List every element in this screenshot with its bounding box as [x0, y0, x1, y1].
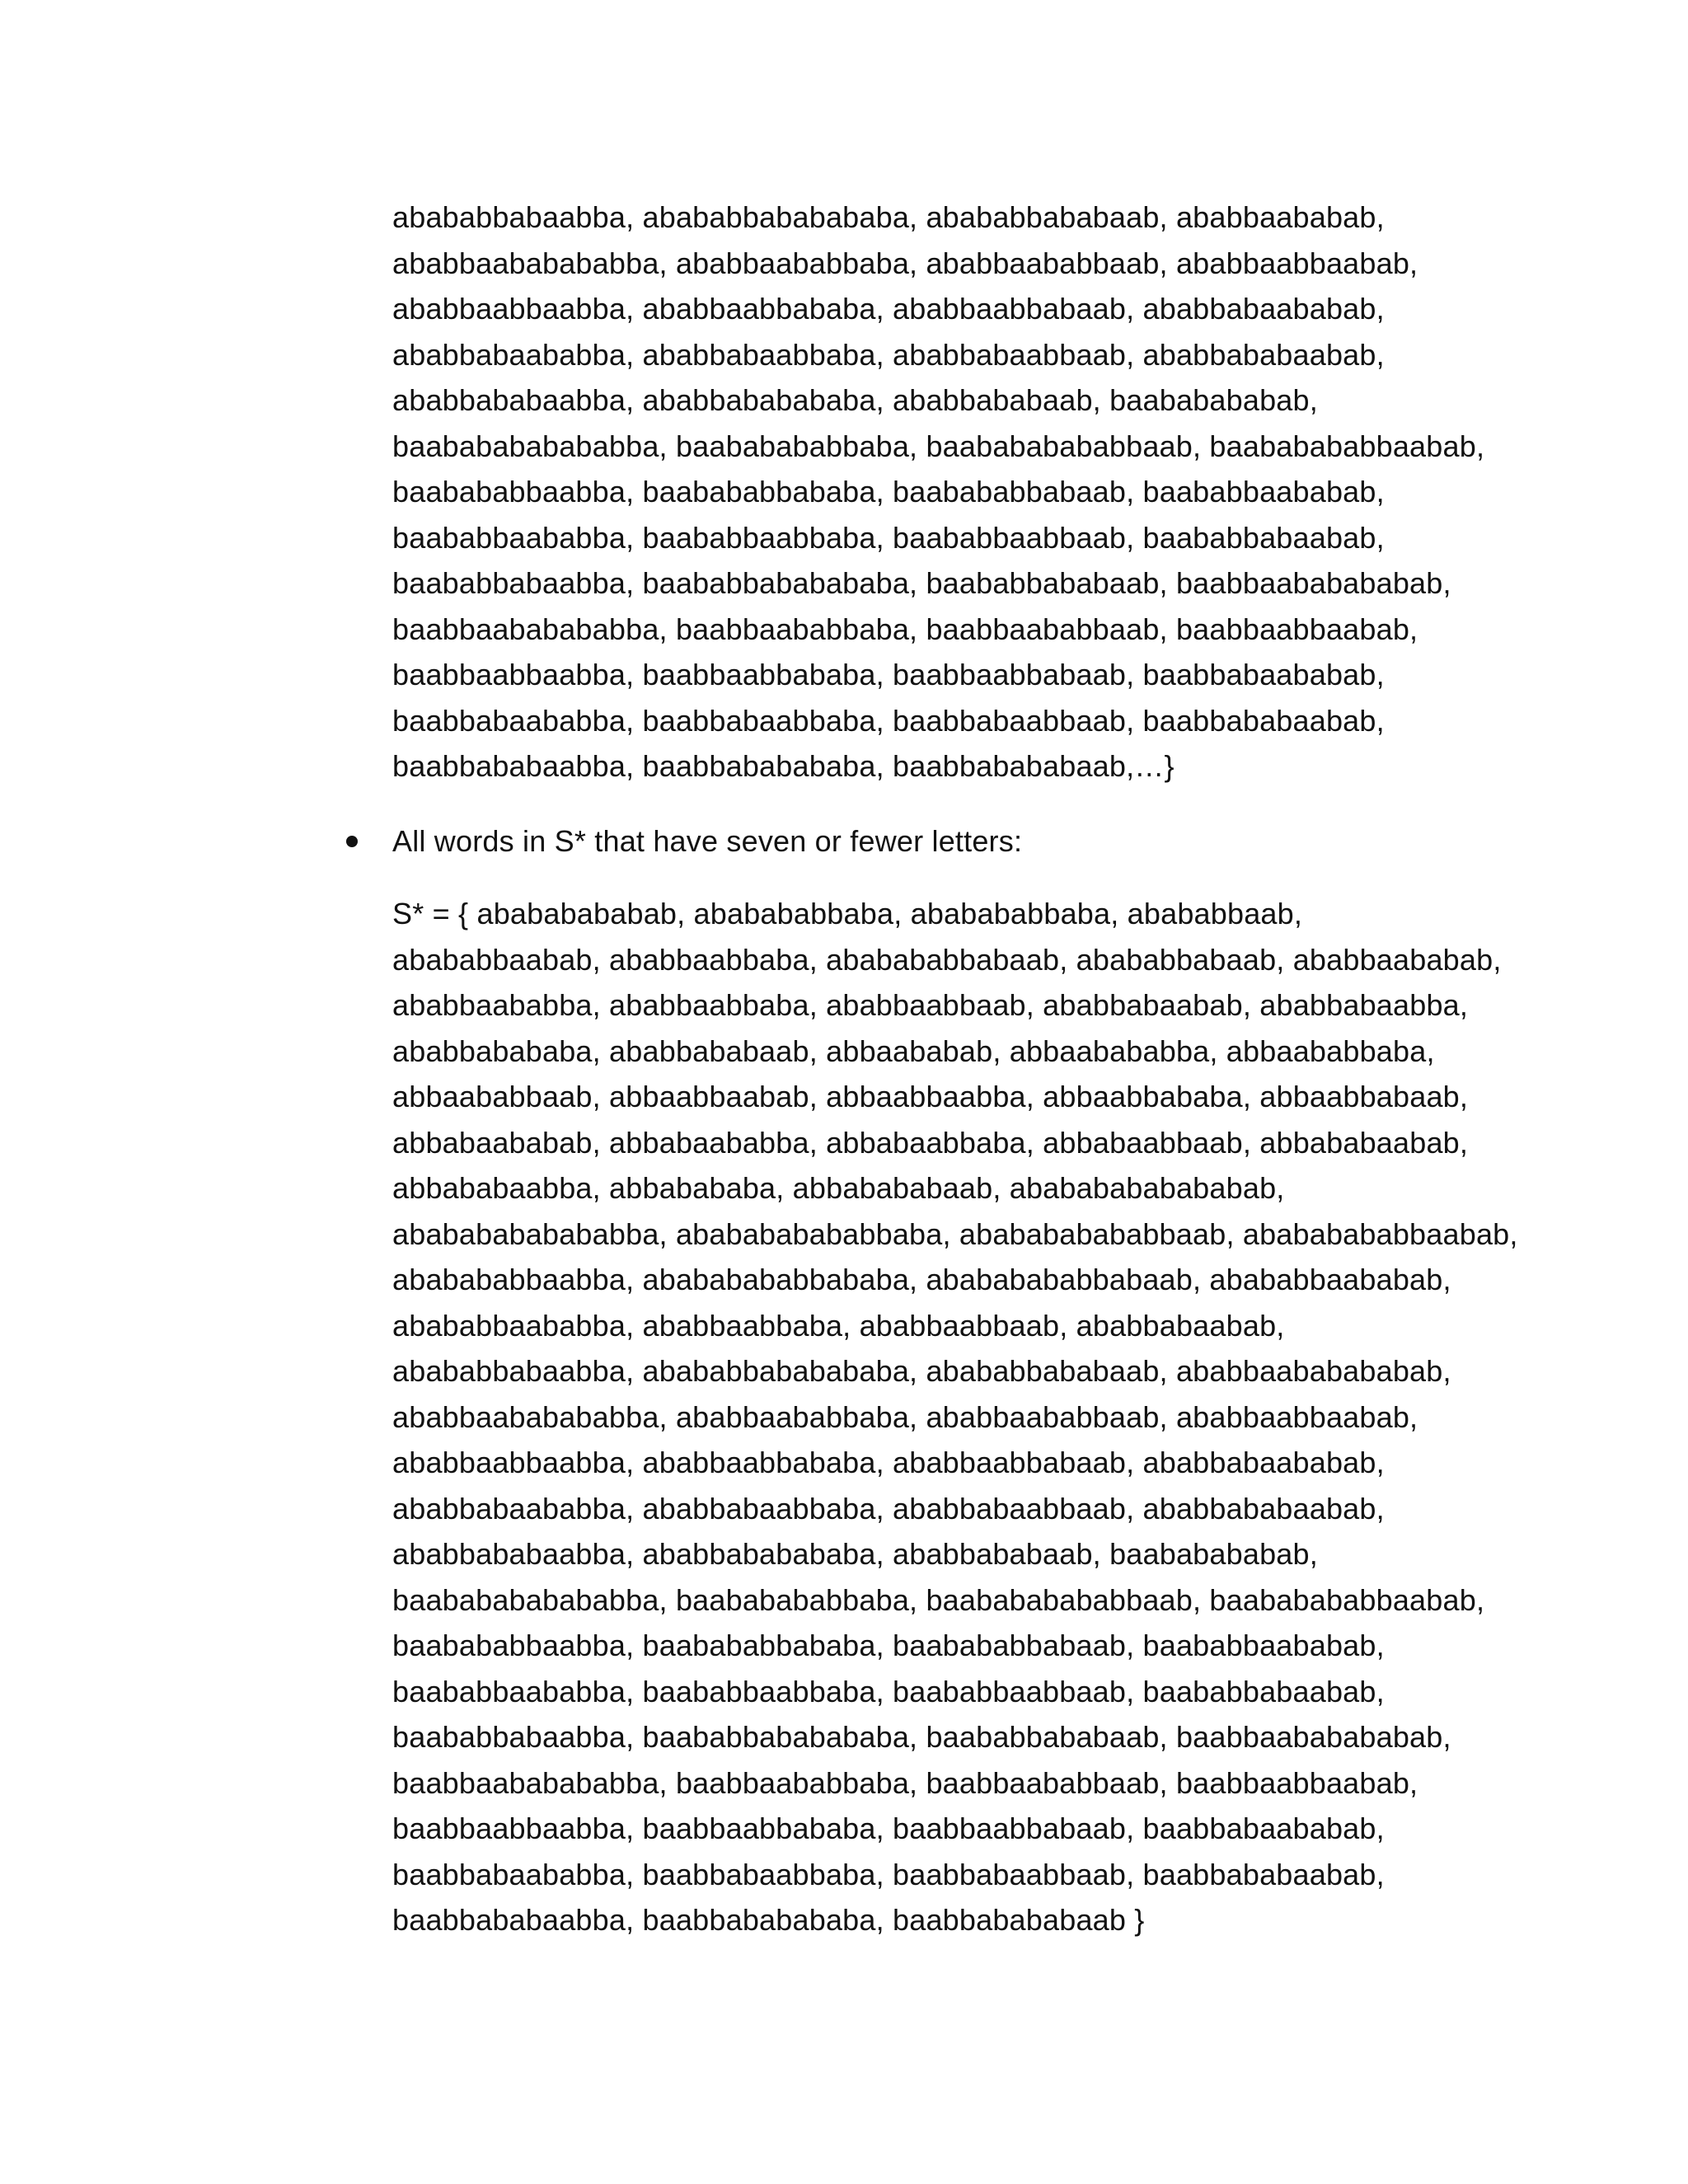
text-line: baababababababba, baababababbaba, baabababababbaab, baababababbaabab, [392, 1582, 1485, 1617]
text-line: ababbaabbaabba, ababbaabbababa, ababbaabbabaab, ababbabaababab, [392, 1446, 1385, 1479]
text-line: ababbabababa, ababbababaab, abbaababab, abbaabababba, abbaababbaba, [392, 1033, 1435, 1068]
text-line: ababababbaabba, abababababbababa, abababababbabaab, abababbaababab, [392, 1263, 1451, 1296]
bullet-text: All words in S* that have seven or fewer letters: [392, 824, 1023, 858]
text-line: ababbababaabba, ababbababababa, ababbababaab, baababababab, [392, 383, 1318, 417]
text-line: abababbabaabba, abababbababababa, abababbababaab, ababbaababab, [392, 200, 1385, 234]
text-line: ababbaabbaabba, ababbaabbababa, ababbaabbabaab, ababbabaababab, [392, 292, 1385, 326]
text-line: ababbabaababba, ababbabaabbaba, ababbabaabbaab, ababbababaabab, [392, 1491, 1385, 1526]
text-line: ababbaababba, ababbaabbaba, ababbaabbaab, ababbabaabab, ababbabaabba, [392, 988, 1469, 1022]
text-line: baabbaababababba, baabbaababbaba, baabbaababbaab, baabbaabbaabab, [392, 1765, 1418, 1800]
word-list-continuation [392, 194, 1530, 790]
text-line: baababbabaabba, baababbababababa, baababbababaab, baabbaababababab, [392, 1720, 1451, 1754]
text-line: baabbabaababba, baabbabaabbaba, baabbabaabbaab, baabbababaabab, [392, 703, 1385, 738]
text-line: baababbaababba, baababbaabbaba, baababbaabbaab, baababbabaabab, [392, 520, 1385, 555]
word-list-set [392, 891, 1530, 1943]
text-line: baabababbaabba, baabababbababa, baabababbabaab, baababbaababab, [392, 1629, 1385, 1662]
text-line: abbaababbaab, abbaabbaabab, abbaabbaabba, abbaabbababa, abbaabbabaab, [392, 1080, 1469, 1113]
text-line: abababababababba, ababababababbaba, ababababababbaab, abababababbaabab, [392, 1216, 1518, 1251]
text-line: S* = { abababababab, ababababbaba, ababababbaba, abababbaab, [392, 897, 1303, 930]
text-line: abbababaabba, abbabababa, abbabababaab, abababababababab, [392, 1171, 1285, 1205]
bullet-icon [346, 836, 358, 847]
text-line: baababababababba, baababababbaba, baabababababbaab, baababababbaabab, [392, 429, 1485, 463]
text-line: ababbaababababba, ababbaababbaba, ababbaababbaab, ababbaabbaabab, [392, 246, 1418, 280]
text-line: ababbaababababba, ababbaababbaba, ababbaababbaab, ababbaabbaabab, [392, 1399, 1418, 1434]
text-line: abbabaababab, abbabaababba, abbabaabbaba, abbabaabbaab, abbababaabab, [392, 1125, 1469, 1160]
text-line: baababbabaabba, baababbababababa, baababbababaab, baabbaababababab, [392, 566, 1451, 600]
text-line: abababbaababba, ababbaabbaba, ababbaabbaab, ababbabaabab, [392, 1308, 1285, 1343]
text-line: baabbababaabba, baabbababababa, baabbabababaab,…} [392, 749, 1175, 783]
text-line: ababbabaababba, ababbabaabbaba, ababbabaabbaab, ababbababaabab, [392, 337, 1385, 372]
text-line: abababbaabab, ababbaabbaba, ababababbabaab, abababbabaab, ababbaababab, [392, 942, 1502, 977]
text-line: baabbaabbaabba, baabbaabbababa, baabbaabbabaab, baabbabaababab, [392, 1811, 1385, 1845]
text-line: baabbaabbaabba, baabbaabbababa, baabbaabbabaab, baabbabaababab, [392, 658, 1385, 691]
text-line: baabbababaabba, baabbababababa, baabbabababaab } [392, 1903, 1145, 1937]
text-line: baabbabaababba, baabbabaabbaba, baabbabaabbaab, baabbababaabab, [392, 1857, 1385, 1891]
text-line: baababbaababba, baababbaabbaba, baababbaabbaab, baababbabaabab, [392, 1674, 1385, 1708]
text-line: ababbababaabba, ababbababababa, ababbababaab, baababababab, [392, 1537, 1318, 1571]
text-line: baabababbaabba, baabababbababa, baabababbabaab, baababbaababab, [392, 475, 1385, 509]
text-line: baabbaababababba, baabbaababbaba, baabbaababbaab, baabbaabbaabab, [392, 612, 1418, 646]
text-line: abababbabaabba, abababbababababa, abababbababaab, ababbaababababab, [392, 1354, 1451, 1388]
bullet-item [346, 818, 1500, 865]
